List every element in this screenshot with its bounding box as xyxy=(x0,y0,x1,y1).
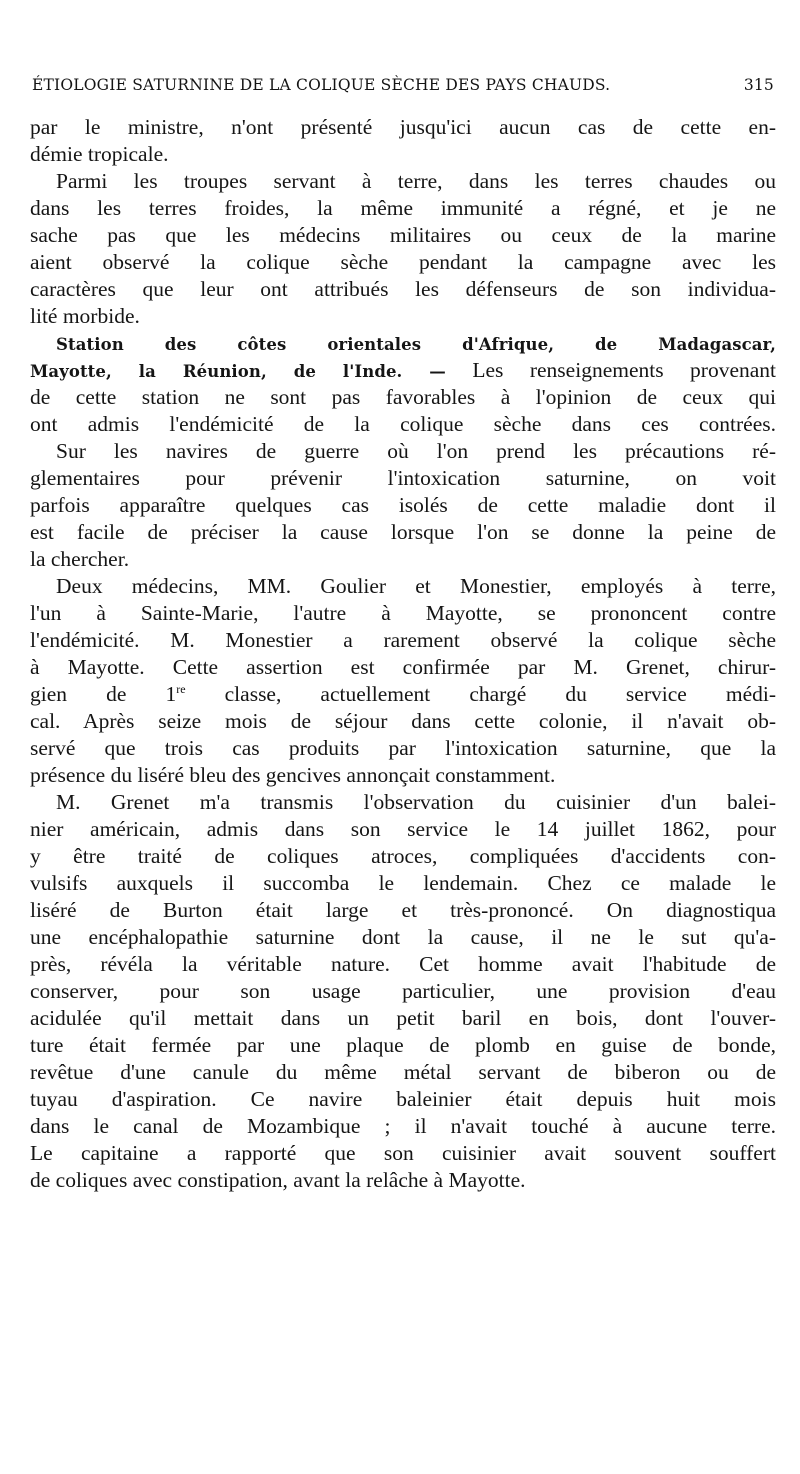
text-line: près, révéla la véritable nature. Cet homme avait l'habitude de xyxy=(30,952,776,976)
text-run: classe, actuellement chargé du service médi- xyxy=(185,682,777,706)
page-number: 315 xyxy=(743,76,774,94)
text-line: revêtue d'une canule du même métal servant de biberon ou de xyxy=(30,1060,776,1084)
body-text xyxy=(30,114,776,1194)
text-line: tuyau d'aspiration. Ce navire baleinier était depuis huit mois xyxy=(30,1087,776,1111)
text-run: gien de 1 xyxy=(30,682,177,706)
text-line: caractères que leur ont attribués les défenseurs de son individua- xyxy=(30,277,776,301)
section-heading: Station des côtes orientales d'Afrique, de Madagascar, xyxy=(56,335,776,354)
text-line: Parmi les troupes servant à terre, dans les terres chaudes ou xyxy=(56,169,776,193)
text-line: servé que trois cas produits par l'intoxication saturnine, que la xyxy=(30,736,776,760)
text-line: l'endémicité. M. Monestier a rarement observé la colique sèche xyxy=(30,628,776,652)
text-line: vulsifs auxquels il succomba le lendemain. Chez ce malade le xyxy=(30,871,776,895)
text-line: présence du liséré bleu des gencives annonçait constamment. xyxy=(30,763,556,787)
text-line: Sur les navires de guerre où l'on prend les précautions ré- xyxy=(56,439,776,463)
text-line: cal. Après seize mois de séjour dans cette colonie, il n'avait ob- xyxy=(30,709,776,733)
running-head xyxy=(32,76,774,94)
text-line: par le ministre, n'ont présenté jusqu'ici aucun cas de cette en- xyxy=(30,115,776,139)
text-line: de coliques avec constipation, avant la relâche à Mayotte. xyxy=(30,1168,526,1192)
text-line: ture était fermée par une plaque de plomb en guise de bonde, xyxy=(30,1033,776,1057)
text-line: ont admis l'endémicité de la colique sèche dans ces contrées. xyxy=(30,412,776,436)
text-line: nier américain, admis dans son service le 14 juillet 1862, pour xyxy=(30,817,776,841)
text-line: parfois apparaître quelques cas isolés de cette maladie dont il xyxy=(30,493,776,517)
section-heading-line xyxy=(30,330,776,357)
text-line xyxy=(30,681,776,708)
text-line: la chercher. xyxy=(30,547,130,571)
text-line: dans les terres froides, la même immunité a régné, et je ne xyxy=(30,196,776,220)
text-line: démie tropicale. xyxy=(30,142,169,166)
ordinal-superscript: re xyxy=(176,682,186,696)
section-heading-line xyxy=(30,357,776,384)
text-line: liséré de Burton était large et très-prononcé. On diagnostiqua xyxy=(30,898,776,922)
text-line: est facile de préciser la cause lorsque l'on se donne la peine de xyxy=(30,520,776,544)
text-line: à Mayotte. Cette assertion est confirmée par M. Grenet, chirur- xyxy=(30,655,776,679)
text-run: Les renseignements provenant xyxy=(472,358,777,382)
running-title: ÉTIOLOGIE SATURNINE DE LA COLIQUE SÈCHE DES PAYS CHAUDS. xyxy=(32,76,611,94)
text-line: dans le canal de Mozambique ; il n'avait touché à aucune terre. xyxy=(30,1114,776,1138)
text-line: aient observé la colique sèche pendant la campagne avec les xyxy=(30,250,776,274)
text-line: sache pas que les médecins militaires ou ceux de la marine xyxy=(30,223,776,247)
text-line: glementaires pour prévenir l'intoxication saturnine, on voit xyxy=(30,466,776,490)
text-line: une encéphalopathie saturnine dont la cause, il ne le sut qu'a- xyxy=(30,925,776,949)
text-line: y être traité de coliques atroces, compliquées d'accidents con- xyxy=(30,844,776,868)
text-line: Deux médecins, MM. Goulier et Monestier, employés à terre, xyxy=(56,574,776,598)
text-line: de cette station ne sont pas favorables à l'opinion de ceux qui xyxy=(30,385,776,409)
text-line: conserver, pour son usage particulier, une provision d'eau xyxy=(30,979,776,1003)
text-line: l'un à Sainte-Marie, l'autre à Mayotte, se prononcent contre xyxy=(30,601,776,625)
text-line: lité morbide. xyxy=(30,304,140,328)
text-line: Le capitaine a rapporté que son cuisinier avait souvent souffert xyxy=(30,1141,776,1165)
section-heading-continued: Mayotte, la Réunion, de l'Inde. — xyxy=(30,362,446,381)
text-line: acidulée qu'il mettait dans un petit baril en bois, dont l'ouver- xyxy=(30,1006,776,1030)
text-line: M. Grenet m'a transmis l'observation du cuisinier d'un balei- xyxy=(56,790,776,814)
